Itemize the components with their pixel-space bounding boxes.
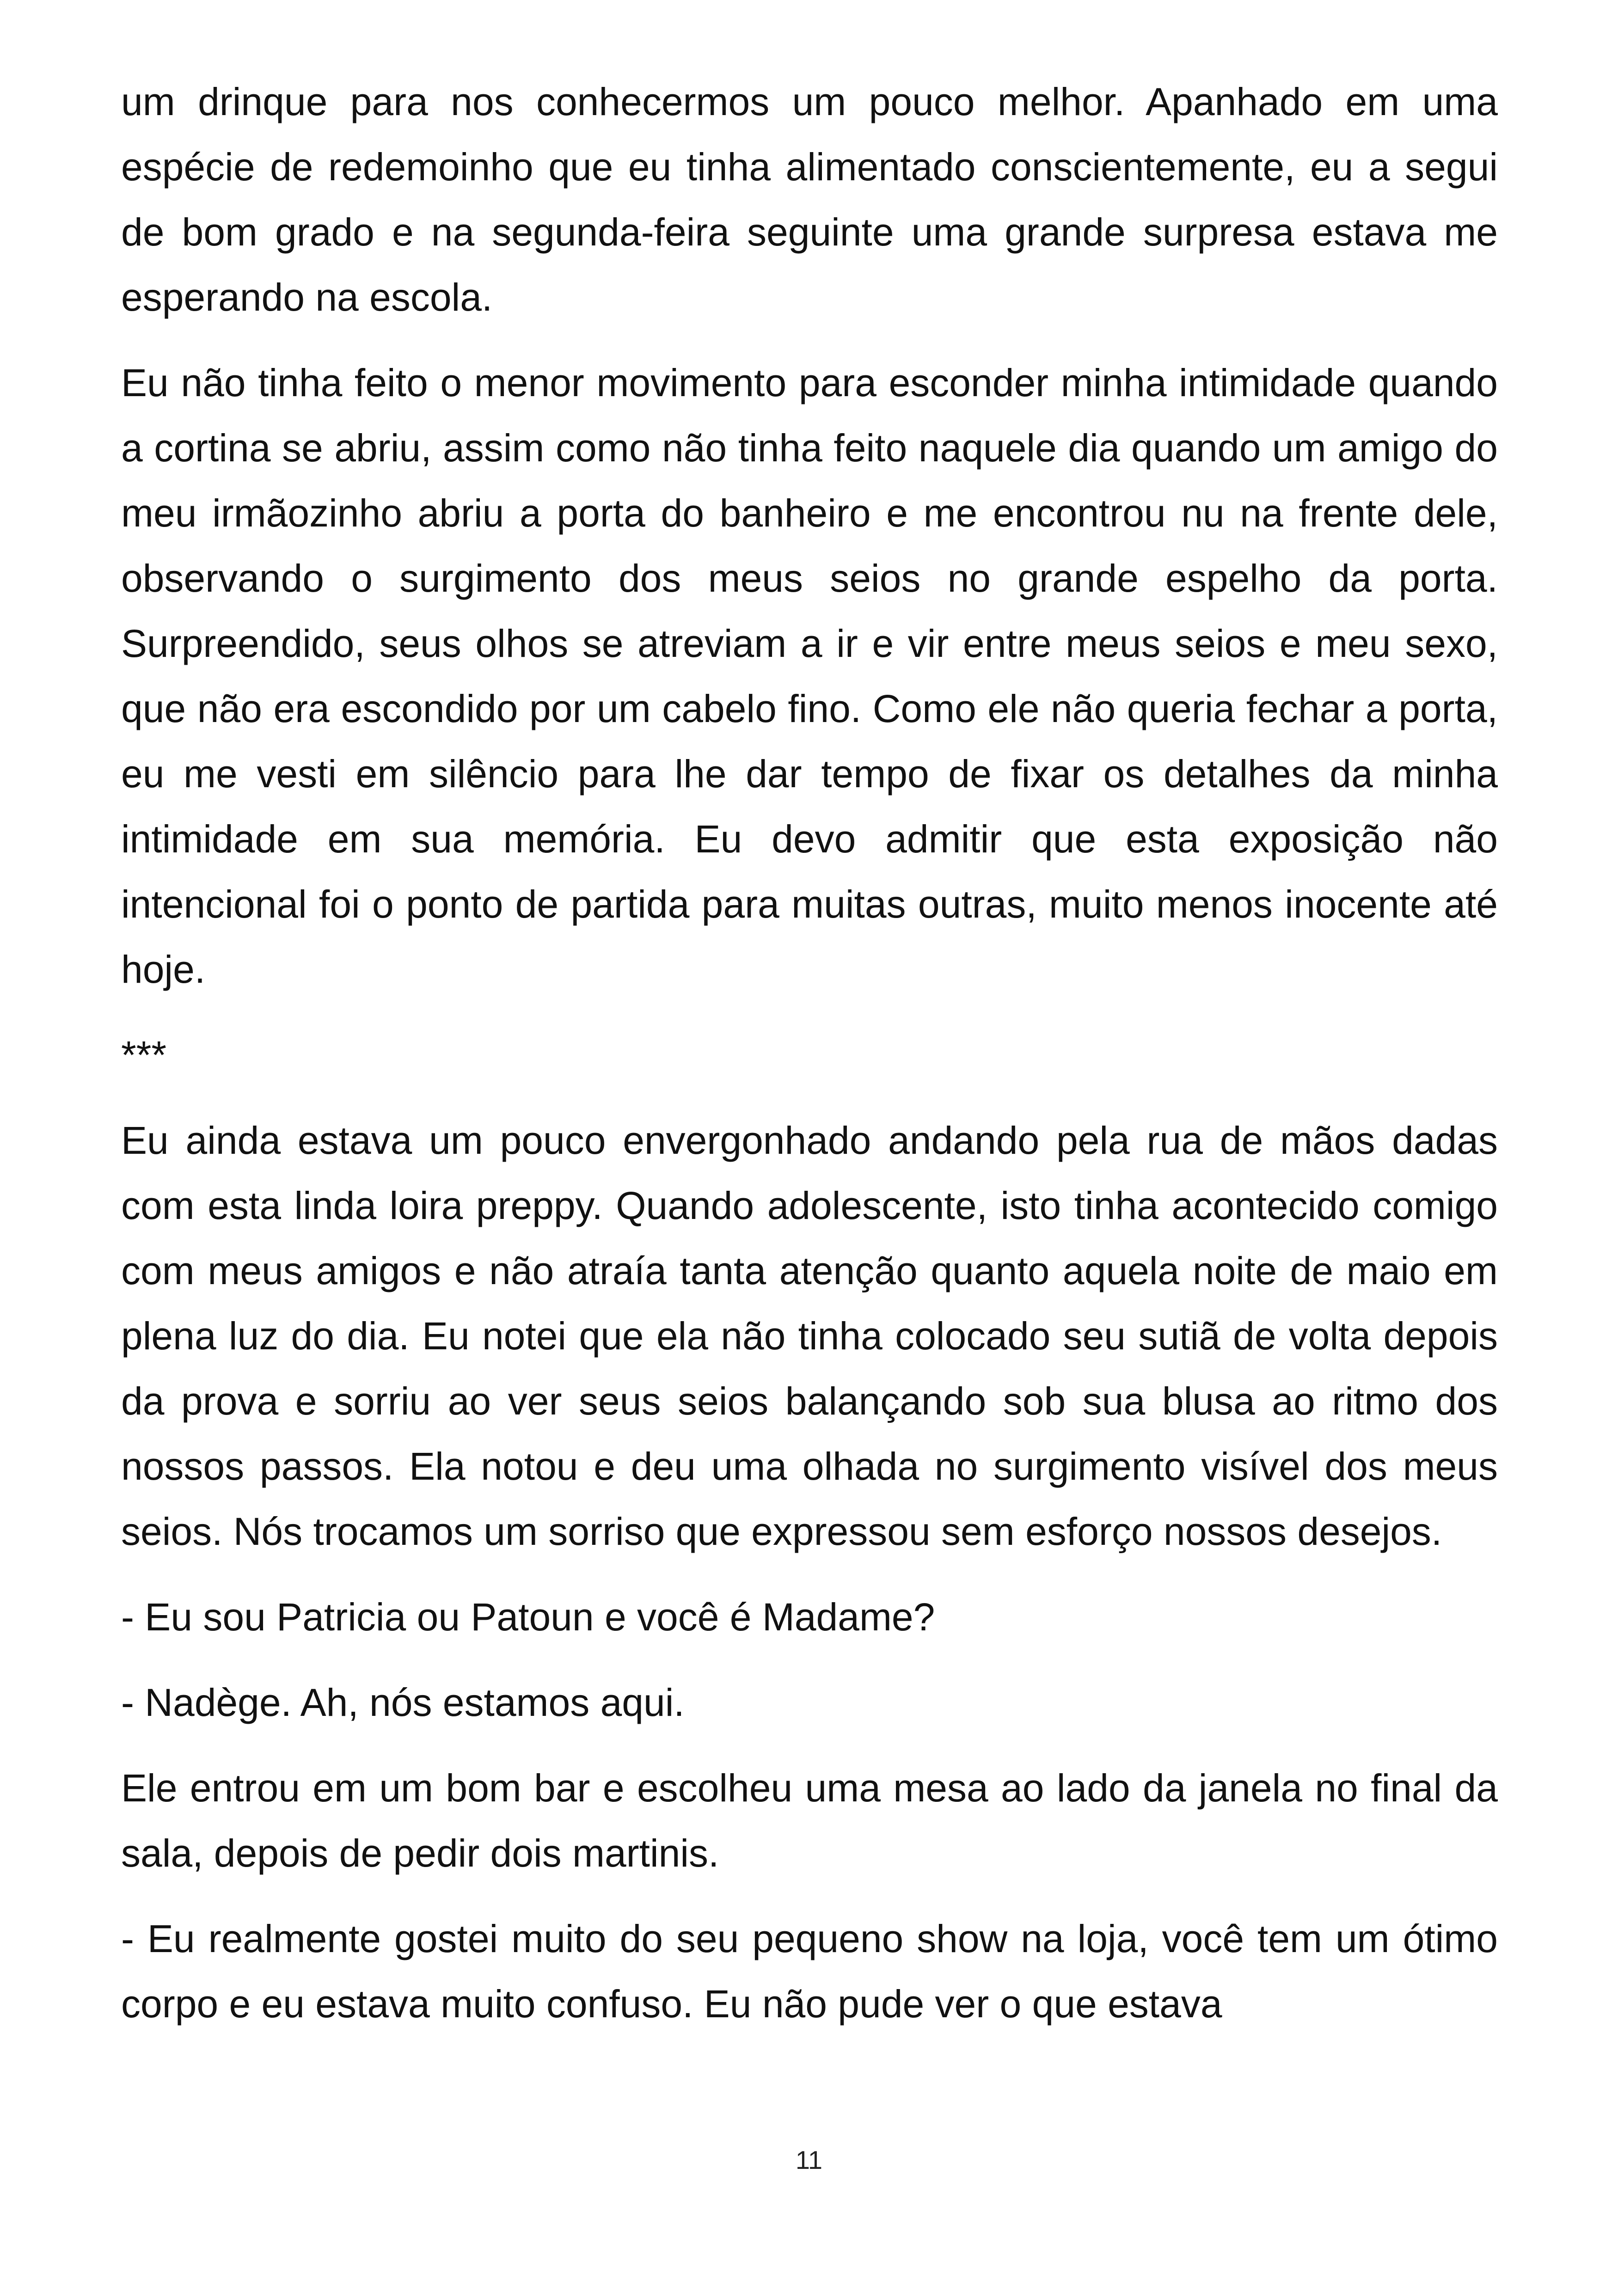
dialogue-line-2: - Nadège. Ah, nós estamos aqui. — [121, 1681, 685, 1724]
paragraph-2: Eu não tinha feito o menor movimento para esconder minha intimidade quando a cortina se abriu, assim como não tinha feito naquele dia quando um amigo do meu irmãozinho abriu a porta do banheiro e me encontrou nu na frente dele, observando o surgimento dos meus seios no grande espelho da porta. Surpreendido, seus olhos se atreviam a ir e vir entre meus seios e meu sexo, que não era escondido por um cabelo fino. Como ele não queria fechar a porta, eu me vesti em silêncio para lhe dar tempo de fixar os detalhes da minha intimidade em sua memória. Eu devo admitir que esta exposição não intencional foi o ponto de partida para muitas outras, muito menos inocente até hoje. — [121, 361, 1498, 991]
scene-break: *** — [121, 1033, 167, 1077]
paragraph-4: Ele entrou em um bom bar e escolheu uma mesa ao lado da janela no final da sala, depois de pedir dois martinis. — [121, 1766, 1498, 1875]
body-text — [121, 69, 1498, 2057]
paragraph-1: um drinque para nos conhecermos um pouco melhor. Apanhado em uma espécie de redemoinho que eu tinha alimentado conscientemente, eu a segui de bom grado e na segunda-feira seguinte uma grande surpresa estava me esperando na escola. — [121, 80, 1498, 319]
paragraph-3: Eu ainda estava um pouco envergonhado andando pela rua de mãos dadas com esta linda loira preppy. Quando adolescente, isto tinha acontecido comigo com meus amigos e não atraía tanta atenção quanto aquela noite de maio em plena luz do dia. Eu notei que ela não tinha colocado seu sutiã de volta depois da prova e sorriu ao ver seus seios balançando sob sua blusa ao ritmo dos nossos passos. Ela notou e deu uma olhada no surgimento visível dos meus seios. Nós trocamos um sorriso que expressou sem esforço nossos desejos. — [121, 1119, 1498, 1553]
page-number: 11 — [795, 2145, 823, 2174]
dialogue-line-1: - Eu sou Patricia ou Patoun e você é Madame? — [121, 1595, 935, 1639]
dialogue-line-3: - Eu realmente gostei muito do seu pequeno show na loja, você tem um ótimo corpo e eu estava muito confuso. Eu não pude ver o que estava — [121, 1917, 1498, 2026]
